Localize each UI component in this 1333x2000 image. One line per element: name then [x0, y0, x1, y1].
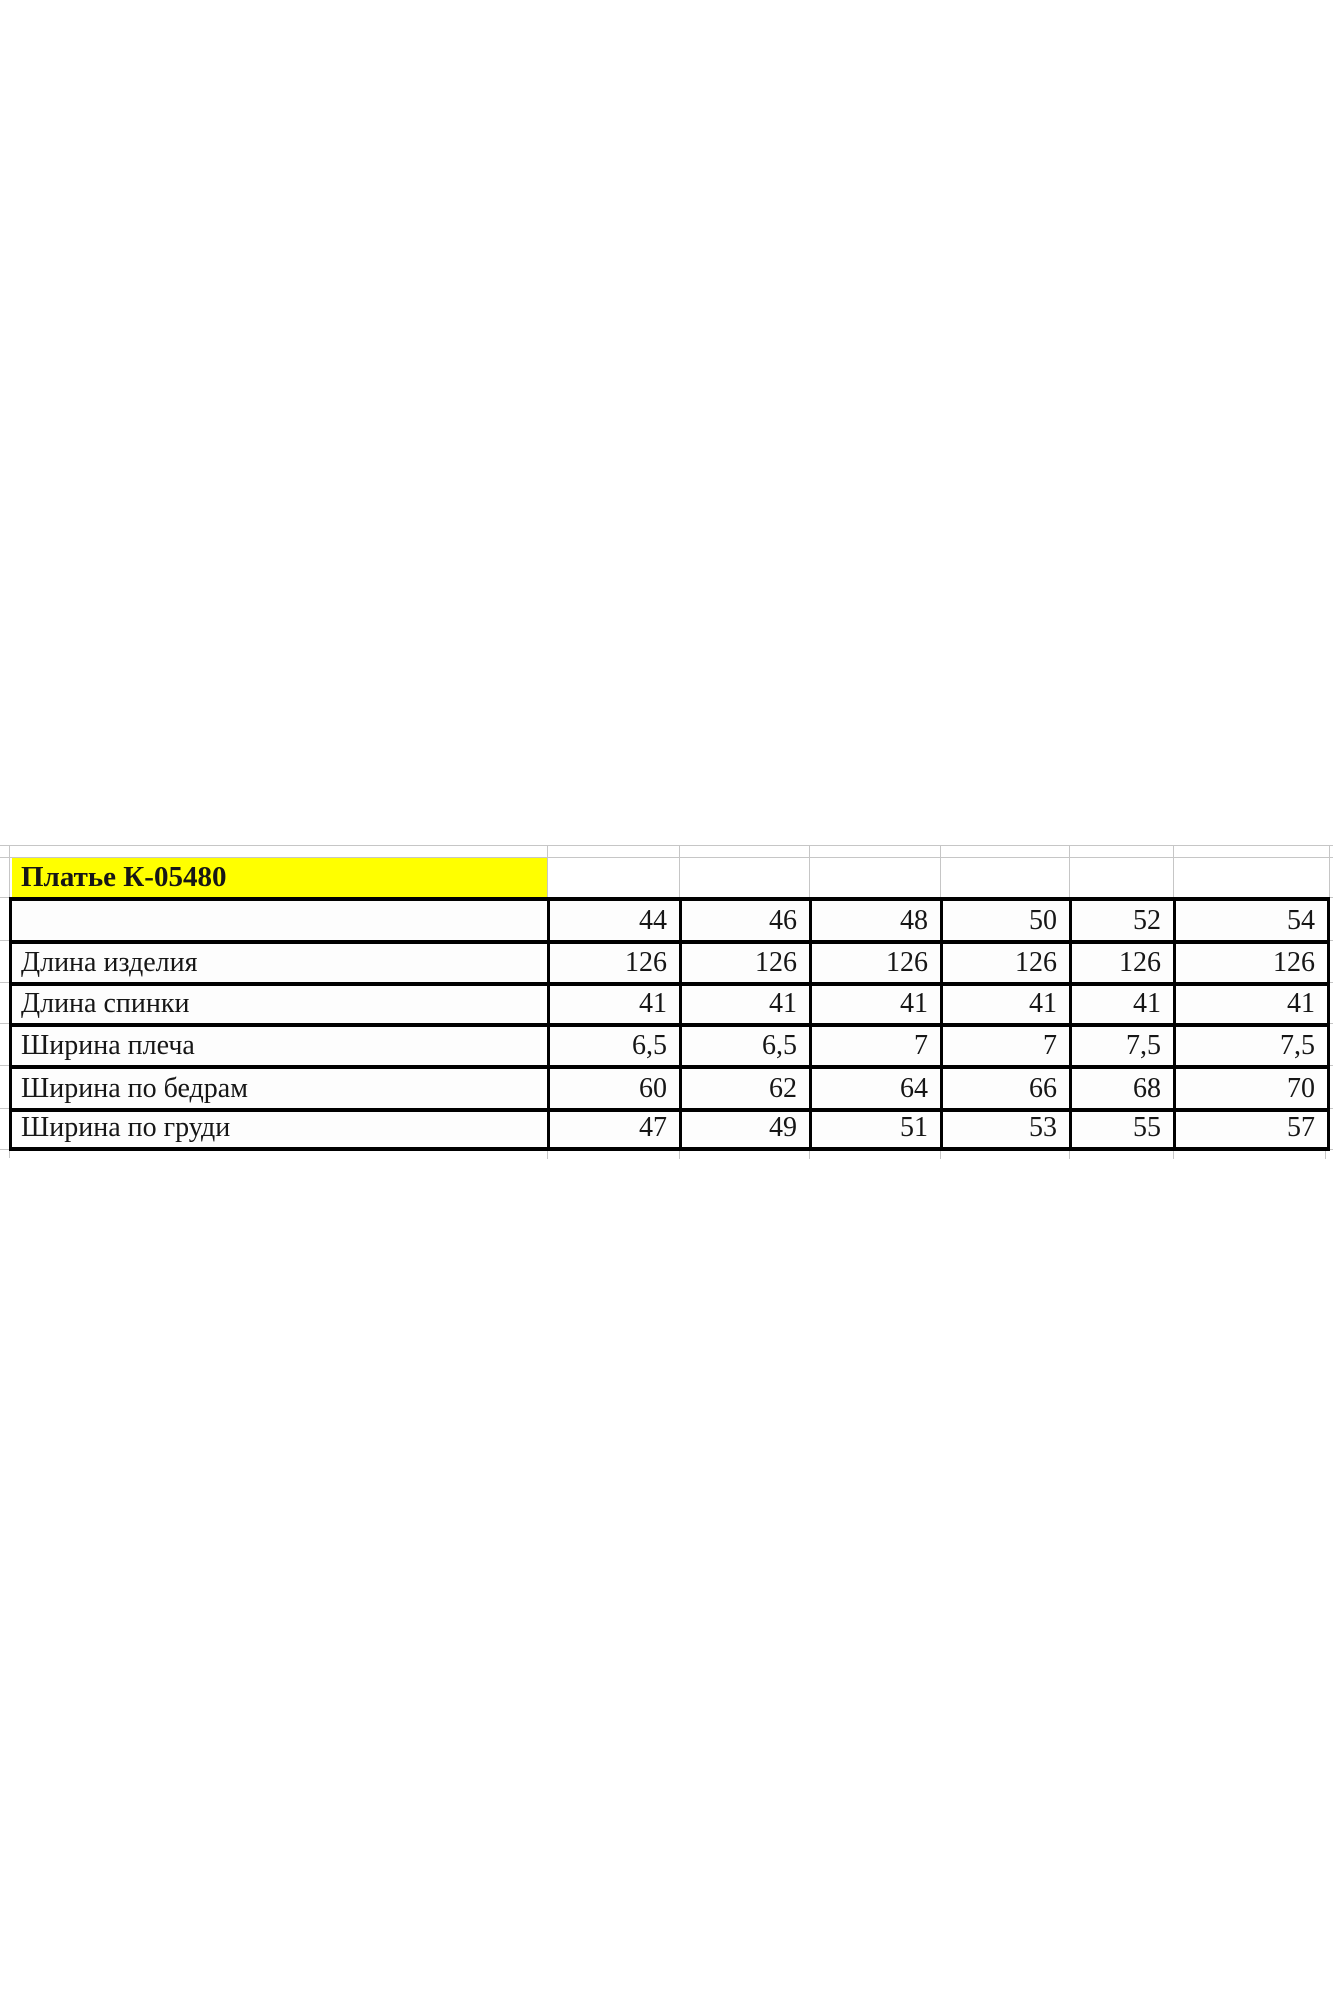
gridline-vertical	[547, 845, 548, 897]
gridline-stub	[0, 1023, 9, 1024]
size-header-cell[interactable]: 46	[681, 899, 811, 942]
gridline-vertical	[1069, 845, 1070, 897]
value-cell[interactable]: 47	[549, 1110, 681, 1149]
value-cell[interactable]: 70	[1175, 1067, 1329, 1110]
measurement-label-cell[interactable]: Ширина по бедрам	[11, 1067, 549, 1110]
value-cell[interactable]: 49	[681, 1110, 811, 1149]
header-empty-cell[interactable]	[11, 899, 549, 942]
gridline-vertical	[809, 845, 810, 897]
gridline-stub	[1069, 1151, 1070, 1159]
size-header-cell[interactable]: 44	[549, 899, 681, 942]
gridline-stub	[679, 1151, 680, 1159]
value-cell[interactable]: 53	[942, 1110, 1071, 1149]
value-cell[interactable]: 7	[811, 1025, 942, 1067]
gridline-vertical	[679, 845, 680, 897]
gridline-stub	[809, 1151, 810, 1159]
gridline-stub	[0, 940, 9, 941]
gridline-vertical	[1329, 845, 1330, 897]
value-cell[interactable]: 62	[681, 1067, 811, 1110]
value-cell[interactable]: 41	[1071, 984, 1175, 1025]
value-cell[interactable]: 7	[942, 1025, 1071, 1067]
value-cell[interactable]: 41	[942, 984, 1071, 1025]
size-header-cell[interactable]: 54	[1175, 899, 1329, 942]
value-cell[interactable]: 6,5	[681, 1025, 811, 1067]
product-title-cell[interactable]	[12, 858, 547, 897]
size-header-cell[interactable]: 52	[1071, 899, 1175, 942]
gridline-stub	[0, 897, 9, 898]
value-cell[interactable]: 68	[1071, 1067, 1175, 1110]
value-cell[interactable]: 126	[811, 942, 942, 984]
value-cell[interactable]: 7,5	[1175, 1025, 1329, 1067]
measurement-label-cell[interactable]: Длина спинки	[11, 984, 549, 1025]
value-cell[interactable]: 41	[681, 984, 811, 1025]
table-row	[11, 942, 1329, 984]
value-cell[interactable]: 7,5	[1071, 1025, 1175, 1067]
value-cell[interactable]: 64	[811, 1067, 942, 1110]
table-row	[11, 1067, 1329, 1110]
value-cell[interactable]: 126	[681, 942, 811, 984]
size-header-cell[interactable]: 48	[811, 899, 942, 942]
value-cell[interactable]: 6,5	[549, 1025, 681, 1067]
value-cell[interactable]: 60	[549, 1067, 681, 1110]
measurement-label-cell[interactable]: Длина изделия	[11, 942, 549, 984]
measurement-label-cell[interactable]: Ширина плеча	[11, 1025, 549, 1067]
gridline-vertical	[940, 845, 941, 897]
size-header-cell[interactable]: 50	[942, 899, 1071, 942]
table-row	[11, 1025, 1329, 1067]
gridline-stub	[547, 1151, 548, 1159]
gridline-vertical	[1173, 845, 1174, 897]
product-title: Платье К-05480	[21, 861, 227, 893]
gridline-stub	[940, 1151, 941, 1159]
table-row	[11, 984, 1329, 1025]
value-cell[interactable]: 51	[811, 1110, 942, 1149]
value-cell[interactable]: 41	[1175, 984, 1329, 1025]
table-row	[11, 1110, 1329, 1149]
value-cell[interactable]: 126	[549, 942, 681, 984]
gridline-stub	[0, 1108, 9, 1109]
value-cell[interactable]: 126	[1071, 942, 1175, 984]
measurement-label-cell[interactable]: Ширина по груди	[11, 1110, 549, 1149]
value-cell[interactable]: 41	[549, 984, 681, 1025]
value-cell[interactable]: 55	[1071, 1110, 1175, 1149]
size-header-row	[11, 899, 1329, 942]
gridline-horizontal	[0, 845, 1333, 846]
value-cell[interactable]: 126	[1175, 942, 1329, 984]
value-cell[interactable]: 66	[942, 1067, 1071, 1110]
gridline-stub	[0, 1065, 9, 1066]
gridline-stub	[0, 982, 9, 983]
gridline-stub	[0, 1149, 9, 1150]
value-cell[interactable]: 126	[942, 942, 1071, 984]
gridline-stub	[1325, 1151, 1326, 1159]
size-chart-table	[9, 897, 1330, 1151]
value-cell[interactable]: 41	[811, 984, 942, 1025]
value-cell[interactable]: 57	[1175, 1110, 1329, 1149]
gridline-stub	[1173, 1151, 1174, 1159]
